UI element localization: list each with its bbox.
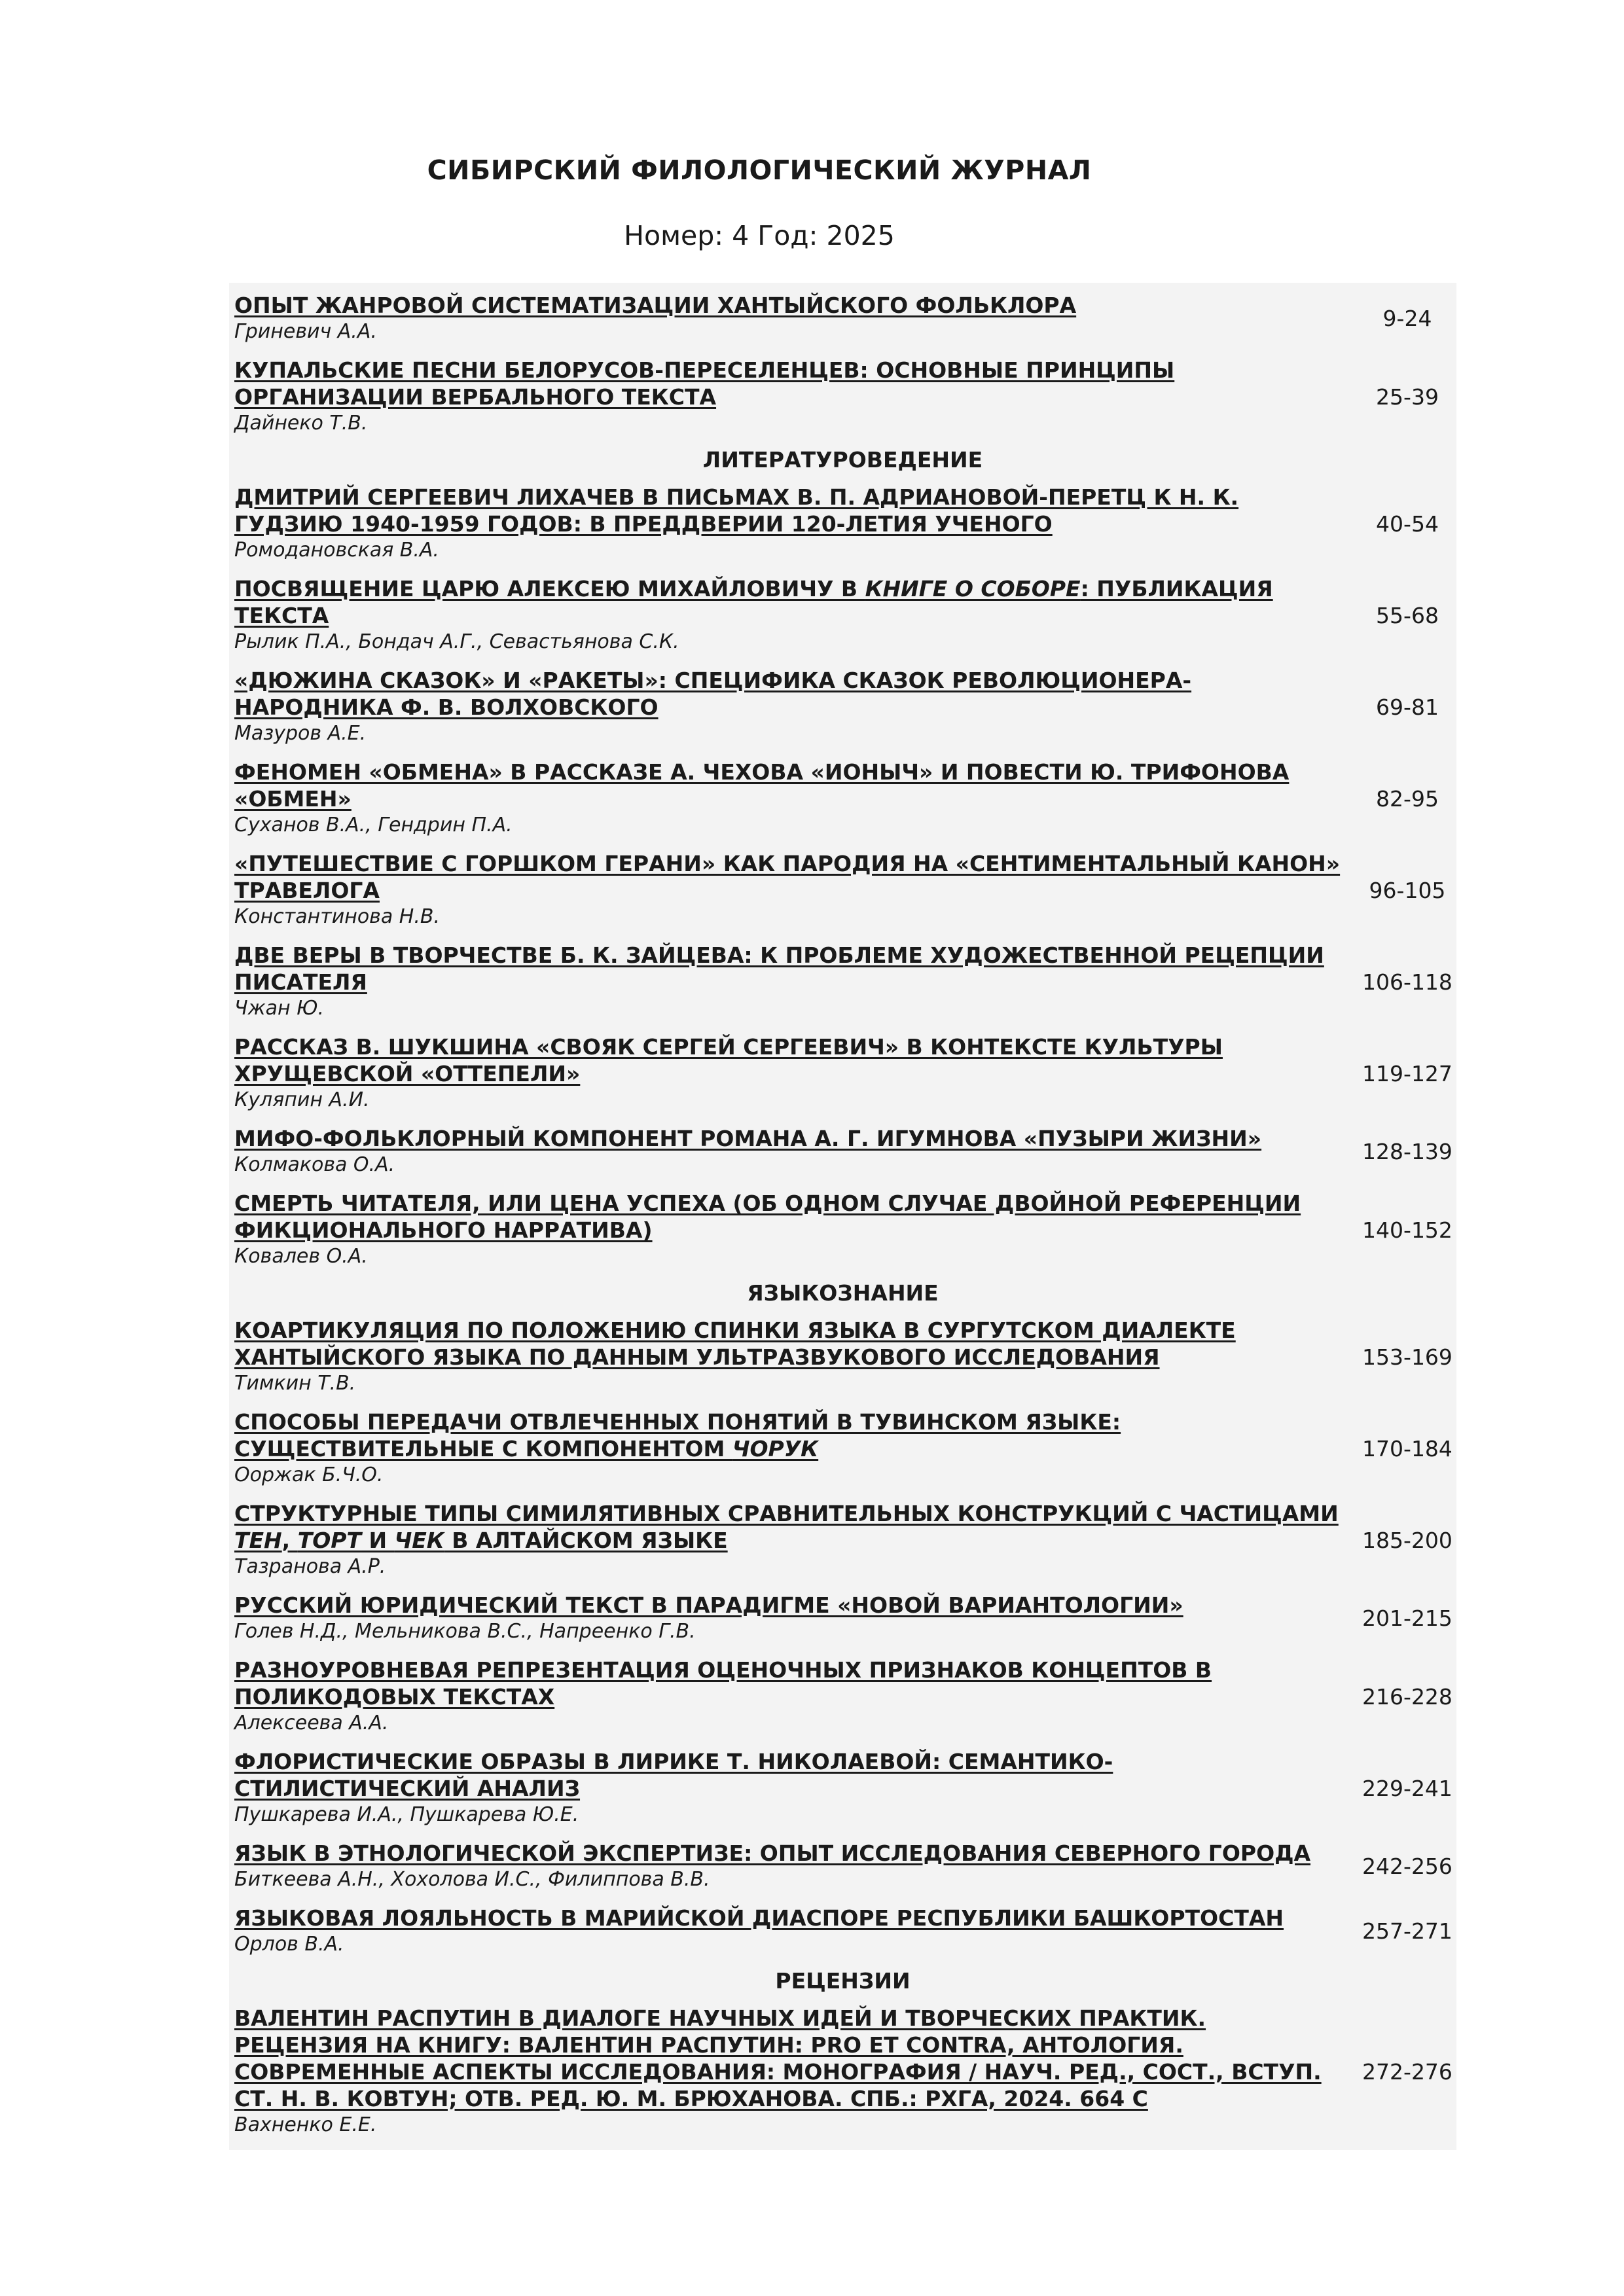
article-pages: 257-271 <box>1362 1918 1453 1944</box>
article-authors: Тазранова А.Р. <box>234 1555 386 1578</box>
toc-entry <box>229 1898 1456 1963</box>
section-header: РЕЦЕНЗИИ <box>775 1968 911 1994</box>
toc-entry <box>229 935 1456 1027</box>
toc-entry-text <box>234 667 1358 747</box>
toc-entry <box>229 1183 1456 1275</box>
toc-entry-text <box>234 1317 1358 1397</box>
toc-entry-text <box>234 575 1358 655</box>
article-pages: 69-81 <box>1376 694 1439 720</box>
article-title-link[interactable] <box>234 575 1345 629</box>
article-pages: 140-152 <box>1362 1217 1453 1243</box>
toc-entry <box>229 569 1456 660</box>
article-pages: 185-200 <box>1362 1527 1453 1553</box>
article-pages: 153-169 <box>1362 1344 1453 1370</box>
toc-entry <box>229 1650 1456 1742</box>
article-title-italic-part: ТОРТ <box>297 1528 361 1553</box>
article-title-italic-part: ЧЕК <box>394 1528 444 1553</box>
article-title-link[interactable]: ФЛОРИСТИЧЕСКИЕ ОБРАЗЫ В ЛИРИКЕ Т. НИКОЛАЕВОЙ: СЕМАНТИКО-СТИЛИСТИЧЕСКИЙ АНАЛИЗ <box>234 1749 1113 1801</box>
article-title-link[interactable]: ЯЗЫКОВАЯ ЛОЯЛЬНОСТЬ В МАРИЙСКОЙ ДИАСПОРЕ РЕСПУБЛИКИ БАШКОРТОСТАН <box>234 1905 1284 1931</box>
toc-entry <box>229 1585 1456 1650</box>
article-authors: Чжан Ю. <box>234 997 325 1020</box>
article-authors: Колмакова О.А. <box>234 1153 395 1176</box>
article-authors: Вахненко Е.Е. <box>234 2113 377 2136</box>
article-title-link[interactable]: КОАРТИКУЛЯЦИЯ ПО ПОЛОЖЕНИЮ СПИНКИ ЯЗЫКА В СУРГУТСКОМ ДИАЛЕКТЕ ХАНТЫЙСКОГО ЯЗЫКА ПО ДАННЫМ УЛЬТРАЗВУКОВОГО ИССЛЕДОВАНИЯ <box>234 1318 1236 1370</box>
toc-entry-text <box>234 1592 1358 1645</box>
article-pages: 128-139 <box>1362 1139 1453 1164</box>
article-title-part: В АЛТАЙСКОМ ЯЗЫКЕ <box>444 1528 728 1553</box>
article-title-italic-part: ЧОРУК <box>732 1436 819 1462</box>
article-authors: Биткеева А.Н., Хохолова И.С., Филиппова В.В. <box>234 1868 710 1891</box>
toc-entry-text <box>234 1500 1358 1580</box>
toc-entry <box>229 285 1456 350</box>
article-pages: 242-256 <box>1362 1854 1453 1879</box>
toc-entry <box>229 1027 1456 1119</box>
article-title-link[interactable]: МИФО-ФОЛЬКЛОРНЫЙ КОМПОНЕНТ РОМАНА А. Г. ИГУМНОВА «ПУЗЫРИ ЖИЗНИ» <box>234 1126 1262 1151</box>
article-pages: 229-241 <box>1362 1775 1453 1801</box>
article-title-link[interactable]: РУССКИЙ ЮРИДИЧЕСКИЙ ТЕКСТ В ПАРАДИГМЕ «НОВОЙ ВАРИАНТОЛОГИИ» <box>234 1592 1183 1618</box>
article-title-italic-part: ТЕН <box>234 1528 282 1553</box>
toc-entry <box>229 1833 1456 1898</box>
article-authors: Пушкарева И.А., Пушкарева Ю.Е. <box>234 1803 579 1826</box>
toc-entry <box>229 660 1456 752</box>
toc-entry <box>229 752 1456 844</box>
toc-entry <box>229 1402 1456 1494</box>
toc-entry-text <box>234 1657 1358 1736</box>
article-authors: Ооржак Б.Ч.О. <box>234 1463 384 1486</box>
article-title-link[interactable]: РАЗНОУРОВНЕВАЯ РЕПРЕЗЕНТАЦИЯ ОЦЕНОЧНЫХ ПРИЗНАКОВ КОНЦЕПТОВ В ПОЛИКОДОВЫХ ТЕКСТАХ <box>234 1657 1212 1710</box>
article-title-part: И <box>361 1528 395 1553</box>
article-authors: Рылик П.А., Бондач А.Г., Севастьянова С.К. <box>234 630 679 653</box>
article-authors: Орлов В.А. <box>234 1933 344 1956</box>
article-title-link[interactable] <box>234 1408 1345 1462</box>
article-pages: 55-68 <box>1376 602 1439 628</box>
article-title-part: СПОСОБЫ ПЕРЕДАЧИ ОТВЛЕЧЕННЫХ ПОНЯТИЙ В ТУВИНСКОМ ЯЗЫКЕ: СУЩЕСТВИТЕЛЬНЫЕ С КОМПОНЕНТОМ <box>234 1409 1121 1462</box>
article-title-link[interactable]: «ДЮЖИНА СКАЗОК» И «РАКЕТЫ»: СПЕЦИФИКА СКАЗОК РЕВОЛЮЦИОНЕРА-НАРОДНИКА Ф. В. ВОЛХОВСКОГО <box>234 668 1192 720</box>
article-authors: Тимкин Т.В. <box>234 1372 356 1395</box>
article-authors: Ковалев О.А. <box>234 1245 368 1268</box>
article-pages: 40-54 <box>1376 511 1439 537</box>
article-title-link[interactable]: РАССКАЗ В. ШУКШИНА «СВОЯК СЕРГЕЙ СЕРГЕЕВИЧ» В КОНТЕКСТЕ КУЛЬТУРЫ ХРУЩЕВСКОЙ «ОТТЕПЕЛИ» <box>234 1034 1223 1086</box>
toc-entry <box>229 1119 1456 1183</box>
section-header: ЛИТЕРАТУРОВЕДЕНИЕ <box>702 447 983 473</box>
article-pages: 96-105 <box>1369 877 1446 903</box>
article-authors: Дайнеко Т.В. <box>234 412 368 435</box>
article-pages: 106-118 <box>1362 969 1453 995</box>
article-authors: Ромодановская В.А. <box>234 539 439 562</box>
article-title-part: ПОСВЯЩЕНИЕ ЦАРЮ АЛЕКСЕЮ МИХАЙЛОВИЧУ В <box>234 576 865 601</box>
article-title-link[interactable]: ЯЗЫК В ЭТНОЛОГИЧЕСКОЙ ЭКСПЕРТИЗЕ: ОПЫТ ИССЛЕДОВАНИЯ СЕВЕРНОГО ГОРОДА <box>234 1840 1311 1866</box>
toc-entry <box>229 1494 1456 1585</box>
toc-entry-text <box>234 1125 1358 1178</box>
article-title-part: , <box>281 1528 298 1553</box>
toc-entry <box>229 477 1456 569</box>
issue-line: Номер: 4 Год: 2025 <box>624 220 895 251</box>
article-title-link[interactable]: «ПУТЕШЕСТВИЕ С ГОРШКОМ ГЕРАНИ» КАК ПАРОДИЯ НА «СЕНТИМЕНТАЛЬНЫЙ КАНОН» ТРАВЕЛОГА <box>234 851 1341 903</box>
toc-entry <box>229 844 1456 935</box>
article-pages: 119-127 <box>1362 1060 1453 1086</box>
article-title-part: : ПУБЛИКАЦИЯ ТЕКСТА <box>234 576 1273 628</box>
article-pages: 82-95 <box>1376 785 1439 812</box>
article-pages: 170-184 <box>1362 1435 1453 1462</box>
toc-entry <box>229 1742 1456 1833</box>
toc-entry-text <box>234 292 1358 345</box>
toc-entry-text <box>234 1190 1358 1270</box>
section-header: ЯЗЫКОЗНАНИЕ <box>747 1280 939 1306</box>
toc-entry <box>229 350 1456 442</box>
toc-entry-text <box>234 357 1358 437</box>
article-authors: Мазуров А.Е. <box>234 722 367 745</box>
article-pages: 9-24 <box>1382 306 1432 331</box>
toc-entry-text <box>234 759 1358 838</box>
toc-entry-text <box>234 484 1358 564</box>
toc-entry <box>229 1310 1456 1402</box>
article-title-link[interactable] <box>234 1500 1345 1554</box>
article-authors: Суханов В.А., Гендрин П.А. <box>234 814 513 836</box>
article-pages: 25-39 <box>1376 384 1439 410</box>
article-title-link[interactable]: ДМИТРИЙ СЕРГЕЕВИЧ ЛИХАЧЕВ В ПИСЬМАХ В. П. АДРИАНОВОЙ-ПЕРЕТЦ К Н. К. ГУДЗИЮ 1940-1959 ГОДОВ: В ПРЕДДВЕРИИ 120-ЛЕТИЯ УЧЕНОГО <box>234 484 1239 537</box>
article-authors: Алексеева А.А. <box>234 1712 389 1734</box>
article-title-link[interactable]: ФЕНОМЕН «ОБМЕНА» В РАССКАЗЕ А. ЧЕХОВА «ИОНЫЧ» И ПОВЕСТИ Ю. ТРИФОНОВА «ОБМЕН» <box>234 759 1290 812</box>
article-pages: 272-276 <box>1362 2058 1453 2085</box>
article-authors: Куляпин А.И. <box>234 1088 370 1111</box>
table-of-contents <box>229 283 1456 2150</box>
toc-entry-text <box>234 1033 1358 1113</box>
article-authors: Гриневич А.А. <box>234 320 377 343</box>
toc-entry-text <box>234 850 1358 930</box>
article-title-link[interactable]: ОПЫТ ЖАНРОВОЙ СИСТЕМАТИЗАЦИИ ХАНТЫЙСКОГО ФОЛЬКЛОРА <box>234 293 1077 318</box>
toc-entry-text <box>234 2005 1358 2138</box>
article-title-italic-part: КНИГЕ О СОБОРЕ <box>865 576 1081 601</box>
article-title-link[interactable]: СМЕРТЬ ЧИТАТЕЛЯ, ИЛИ ЦЕНА УСПЕХА (ОБ ОДНОМ СЛУЧАЕ ДВОЙНОЙ РЕФЕРЕНЦИИ ФИКЦИОНАЛЬНОГО НАРРАТИВА) <box>234 1191 1301 1243</box>
journal-title: СИБИРСКИЙ ФИЛОЛОГИЧЕСКИЙ ЖУРНАЛ <box>427 154 1092 186</box>
article-title-link[interactable]: ДВЕ ВЕРЫ В ТВОРЧЕСТВЕ Б. К. ЗАЙЦЕВА: К ПРОБЛЕМЕ ХУДОЖЕСТВЕННОЙ РЕЦЕПЦИИ ПИСАТЕЛЯ <box>234 942 1324 995</box>
toc-entry-text <box>234 1840 1358 1893</box>
toc-entry-text <box>234 1748 1358 1828</box>
toc-entry-text <box>234 942 1358 1022</box>
toc-entry <box>229 1998 1456 2144</box>
toc-entry-text <box>234 1905 1358 1958</box>
article-title-part: СТРУКТУРНЫЕ ТИПЫ СИМИЛЯТИВНЫХ СРАВНИТЕЛЬНЫХ КОНСТРУКЦИЙ С ЧАСТИЦАМИ <box>234 1501 1339 1526</box>
article-authors: Голев Н.Д., Мельникова В.С., Напреенко Г.В. <box>234 1620 696 1643</box>
article-title-link[interactable]: ВАЛЕНТИН РАСПУТИН В ДИАЛОГЕ НАУЧНЫХ ИДЕЙ И ТВОРЧЕСКИХ ПРАКТИК. РЕЦЕНЗИЯ НА КНИГУ: ВАЛЕНТИН РАСПУТИН: PRO ET CONTRA, АНТОЛОГИЯ. СОВРЕМЕННЫЕ АСПЕКТЫ ИССЛЕДОВАНИЯ: МОНОГРАФИЯ / НАУЧ. РЕД., СОСТ., ВСТУП. СТ. Н. В. КОВТУН; ОТВ. РЕД. Ю. М. БРЮХАНОВА. СПБ.: РХГА, 2024. 664 С <box>234 2005 1322 2111</box>
article-pages: 216-228 <box>1362 1683 1453 1710</box>
article-pages: 201-215 <box>1362 1605 1453 1631</box>
toc-entry-text <box>234 1408 1358 1488</box>
article-authors: Константинова Н.В. <box>234 905 440 928</box>
article-title-link[interactable]: КУПАЛЬСКИЕ ПЕСНИ БЕЛОРУСОВ-ПЕРЕСЕЛЕНЦЕВ: ОСНОВНЫЕ ПРИНЦИПЫ ОРГАНИЗАЦИИ ВЕРБАЛЬНОГО ТЕКСТА <box>234 357 1175 410</box>
